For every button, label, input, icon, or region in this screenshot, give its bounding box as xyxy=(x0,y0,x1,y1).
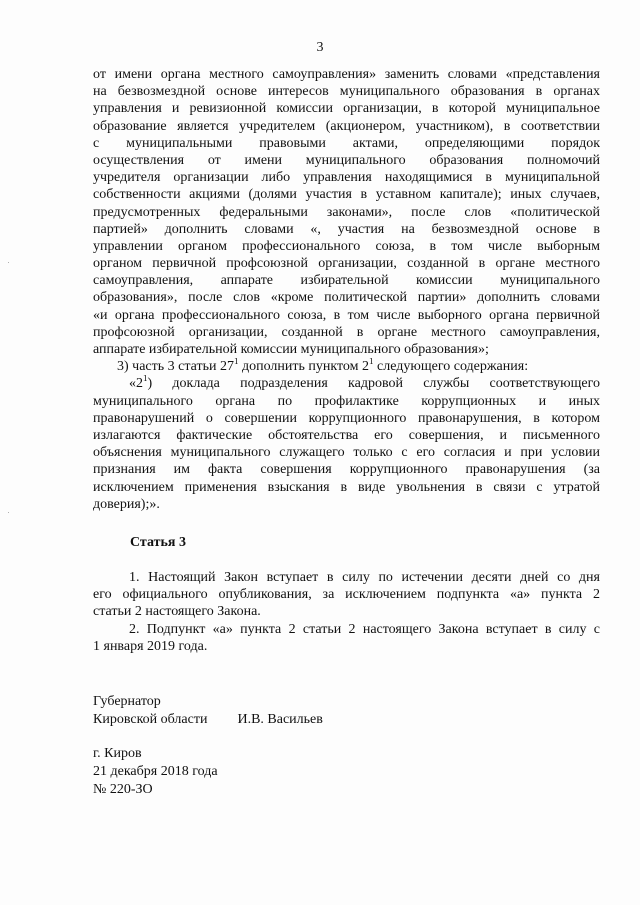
item-3-suffix: следующего содержания: xyxy=(373,359,529,375)
signatory-region-line xyxy=(93,711,323,729)
city: г. Киров xyxy=(93,746,142,761)
scan-dust xyxy=(8,512,9,513)
text-line: партией» дополнить словами «, участия на безвозмездной основе в xyxy=(93,221,600,237)
text-line: правонарушений о совершении коррупционного правонарушения, в котором xyxy=(93,410,600,426)
text-line: 1. Настоящий Закон вступает в силу по истечении десяти дней со дня xyxy=(129,570,600,585)
superscript: 1 xyxy=(369,358,374,367)
signatory-name: И.В. Васильев xyxy=(237,712,323,727)
text-line: предусмотренных федеральными законами», после слов «политической xyxy=(93,204,600,220)
text-line: признания им факта совершения коррупционного правонарушения (за xyxy=(93,462,600,478)
text-line: «и органа профессионального союза, в том числе выборного органа первичной xyxy=(93,307,600,323)
document-footer xyxy=(93,745,218,799)
article-3-heading: Статья 3 xyxy=(130,535,186,550)
text-line: собственности акциями (долями участия в уставном капитале); иных случаев, xyxy=(93,187,600,203)
text-line: его официального опубликования, за исключением подпункта «а» пункта 2 xyxy=(93,587,600,603)
text-line: доверия);». xyxy=(93,496,160,512)
text-line: аппарате избирательной комиссии муниципального образования»; xyxy=(93,342,489,357)
text-line: управлении органом профессионального союза, в том числе выборным xyxy=(93,238,600,254)
item-3-line xyxy=(93,358,600,375)
text-line: органом первичной профсоюзной организации, созданной в органе местного xyxy=(93,256,600,272)
text-line: образование является учредителем (акционером, участником), в соответствии xyxy=(93,118,600,134)
superscript: 1 xyxy=(233,358,239,367)
text-line: муниципального органа по профилактике коррупционных и иных xyxy=(93,393,600,409)
text-line: управления и ревизионной комиссии организации, в которой муниципальное xyxy=(93,101,600,117)
text-line: осуществления от имени муниципального образования полномочий xyxy=(93,152,600,168)
text-line: объяснения муниципального служащего только с его согласия и при условии xyxy=(93,445,600,461)
item-3-prefix: 3) часть 3 статьи 27 xyxy=(117,359,234,375)
text-line: статьи 2 настоящего Закона. xyxy=(93,604,261,620)
text-line: исключением применения взыскания в виде увольнения в связи с утратой xyxy=(93,479,600,495)
text-line: на безвозмездной основе интересов муниципального образования в органах xyxy=(93,84,600,100)
text-line: самоуправления, аппарате избирательной комиссии муниципального xyxy=(93,273,600,289)
document-date: 21 декабря 2018 года xyxy=(93,764,218,779)
text-line: 2. Подпункт «а» пункта 2 статьи 2 настоящего Закона вступает в силу с xyxy=(129,621,600,637)
signatory-region: Кировской области xyxy=(93,712,208,727)
quote-first-rest: ) доклада подразделения кадровой службы соответствующего xyxy=(147,376,600,392)
text-line: излагаются фактические обстоятельства его совершения, и письменного xyxy=(93,427,600,443)
text-line: от имени органа местного самоуправления» заменить словами «представления xyxy=(93,67,600,82)
text-line: с муниципальными правовыми актами, определяющими порядок xyxy=(93,135,600,151)
page-number: 3 xyxy=(316,40,324,55)
scan-dust xyxy=(8,262,9,263)
article-2-continuation xyxy=(93,66,600,513)
text-line: профсоюзной организации, созданной в органе местного самоуправления, xyxy=(93,324,600,340)
document-number: № 220-ЗО xyxy=(93,782,153,797)
signature-block xyxy=(93,693,323,729)
quote-first-line xyxy=(93,375,600,392)
quote-open: «2 xyxy=(129,376,143,392)
article-3-body xyxy=(93,569,600,655)
superscript: 1 xyxy=(143,375,148,384)
signatory-title: Губернатор xyxy=(93,694,161,709)
text-line: учредителя организации либо управления находящимися в муниципальной xyxy=(93,170,600,186)
item-3-middle: дополнить пунктом 2 xyxy=(238,359,370,375)
text-line: образования», после слов «кроме политической партии» дополнить словами xyxy=(93,290,600,306)
text-line: 1 января 2019 года. xyxy=(93,638,208,654)
